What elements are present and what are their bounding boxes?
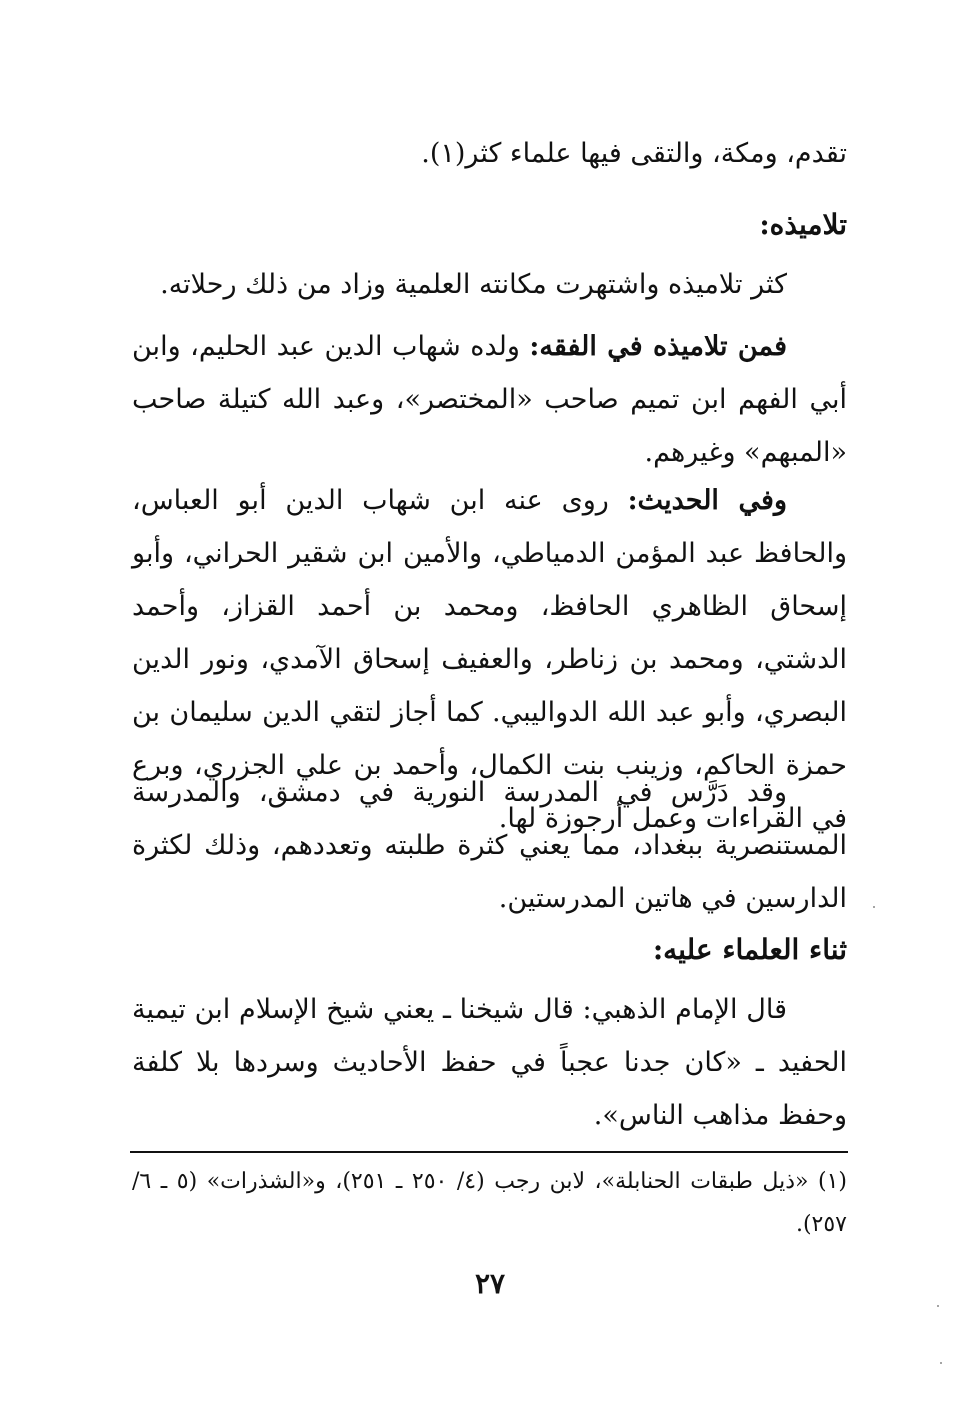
hadith-lead: وفي الحديث:: [627, 485, 787, 516]
scan-speck: [873, 906, 875, 908]
page-number: ٢٧: [474, 1267, 506, 1300]
scan-speck: [940, 1362, 942, 1364]
fiqh-lead: فمن تلاميذه في الفقه:: [529, 331, 787, 362]
footnote: (١) «ذيل طبقات الحنابلة»، لابن رجب (٤/ ٢٥٠ ـ ٢٥١)، و«الشذرات» (٥ ـ ٦/ ٢٥٧).: [132, 1169, 848, 1237]
teaching-paragraph: وقد دَرَّس في المدرسة النورية في دمشق، والمدرسة المستنصرية ببغداد، مما يعني كثرة طلبته وتعددهم، وذلك لكثرة الدارسين في هاتين المدرستين.: [132, 777, 847, 914]
praise-paragraph: قال الإمام الذهبي: قال شيخنا ـ يعني شيخ الإسلام ابن تيمية الحفيد ـ «كان جدنا عجباً في حفظ الأحاديث وسردها بلا كلفة وحفظ مذاهب الناس».: [132, 994, 847, 1131]
students-intro-paragraph: كثر تلاميذه واشتهرت مكانته العلمية وزاد من ذلك رحلاته.: [160, 269, 787, 300]
praise-heading: ثناء العلماء عليه:: [652, 933, 847, 966]
fiqh-students-paragraph: [132, 320, 847, 479]
intro-line: تقدم، ومكة، والتقى فيها علماء كثر(١).: [421, 138, 847, 169]
scan-speck: [937, 1305, 939, 1307]
footnote-separator: [130, 1151, 848, 1153]
students-heading: تلاميذه:: [759, 208, 847, 241]
hadith-text: روى عنه ابن شهاب الدين أبو العباس، والحافظ عبد المؤمن الدمياطي، والأمين ابن شقير الحراني، وأبو إسحاق الظاهري الحافظ، ومحمد بن أحمد القزاز، وأحمد الدشتي، ومحمد بن زناطر، والعفيف إسحاق الآمدي، ونور الدين البصري، وأبو عبد الله الدواليبي. كما أجاز لتقي الدين سليمان بن حمزة الحاكم، وزينب بنت الكمال، وأحمد بن علي الجزري، وبرع في القراءات وعمل أرجوزة لها.: [132, 485, 847, 834]
fiqh-text: ولده شهاب الدين عبد الحليم، وابن أبي الفهم ابن تميم صاحب «المختصر»، وعبد الله كتيلة صاحب «المبهم» وغيرهم.: [132, 331, 847, 468]
